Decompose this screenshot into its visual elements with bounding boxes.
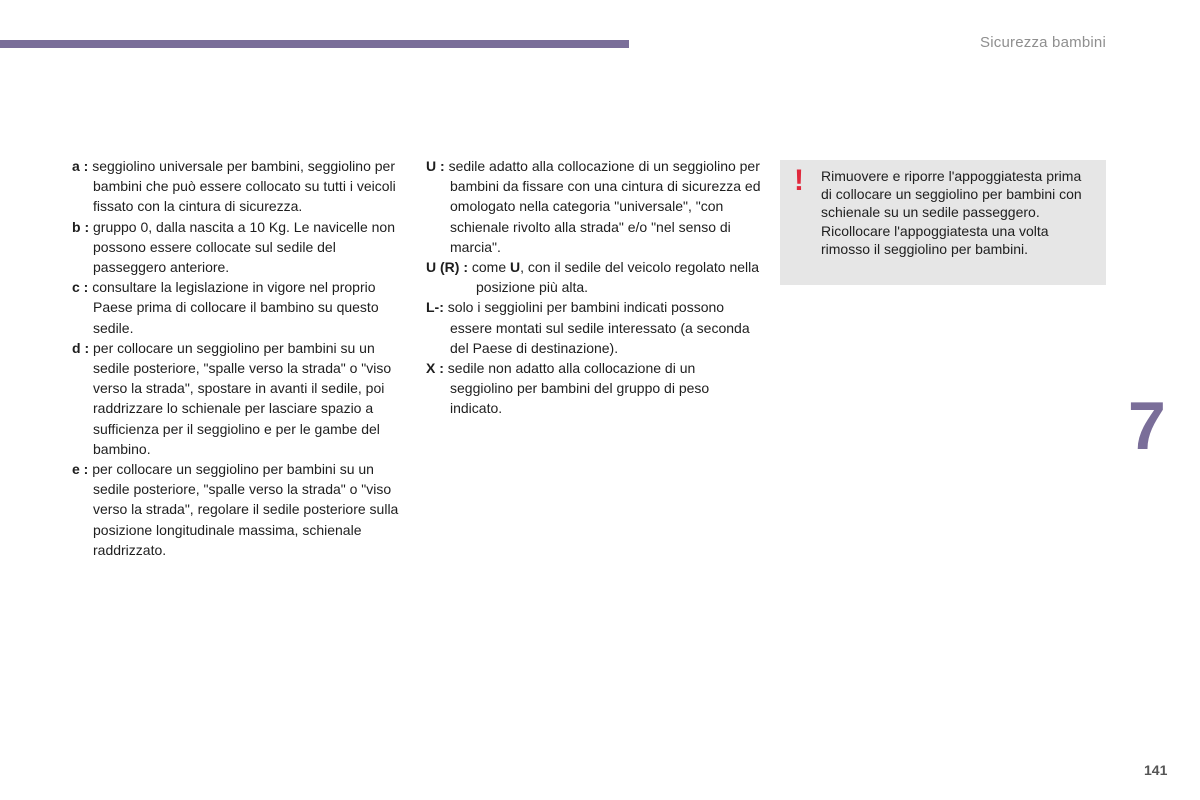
legend-term: X : xyxy=(426,360,444,377)
header-accent-bar xyxy=(0,40,629,48)
legend-term: c : xyxy=(72,279,89,296)
chapter-number: 7 xyxy=(1128,388,1166,464)
legend-term: U : xyxy=(426,158,445,174)
legend-term: a : xyxy=(72,158,89,174)
legend-text: sedile adatto alla collocazione di un seggiolino per bambini da fissare con una cintura di sicurezza ed omologato nella categoria "universale", "con schienale rivolto alla strada" e/o "nel senso di marcia". xyxy=(448,158,761,255)
legend-middle-column xyxy=(426,156,761,419)
page-number: 141 xyxy=(1144,762,1168,778)
legend-text: per collocare un seggiolino per bambini su un sedile posteriore, "spalle verso la strada" o "viso verso la strada", spostare in avanti il sedile, poi raddrizzare lo schienale per lasciare spazio a sufficienza per il seggiolino e per le gambe del bambino. xyxy=(93,339,392,457)
warning-text: Rimuovere e riporre l'appoggiatesta prima di collocare un seggiolino per bambini con schienale su un sedile passeggero. Ricollocare l'appoggiatesta una volta rimosso il seggiolino per bambini. xyxy=(821,168,1082,257)
legend-item-u xyxy=(426,156,761,257)
legend-text: seggiolino universale per bambini, seggiolino per bambini che può essere collocato su tutti i veicoli fissato con la cintura di sicurezza. xyxy=(92,158,396,215)
legend-text: consultare la legislazione in vigore nel proprio Paese prima di collocare il bambino su questo sedile. xyxy=(92,279,379,336)
legend-item-d xyxy=(72,338,402,459)
legend-item-c xyxy=(72,277,402,338)
exclamation-icon: ! xyxy=(794,164,804,197)
legend-left-column xyxy=(72,156,402,560)
legend-item-e xyxy=(72,459,402,560)
legend-term: U (R) : xyxy=(426,259,468,276)
legend-text: per collocare un seggiolino per bambini su un sedile posteriore, "spalle verso la strada" o "viso verso la strada", regolare il sedile posteriore sulla posizione longitudinale massima, schienale raddrizzato. xyxy=(92,461,399,558)
legend-item-x xyxy=(426,358,761,419)
legend-text: gruppo 0, dalla nascita a 10 Kg. Le navicelle non possono essere collocate sul sedile del passeggero anteriore. xyxy=(93,218,395,276)
legend-term: e : xyxy=(72,461,89,478)
legend-text: , con il sedile del veicolo regolato nella posizione più alta. xyxy=(476,259,760,296)
legend-item-u-r xyxy=(426,257,761,297)
legend-item-a xyxy=(72,156,402,217)
legend-text: come xyxy=(471,259,511,276)
legend-text: sedile non adatto alla collocazione di un seggiolino per bambini del gruppo di peso indicato. xyxy=(447,360,710,417)
legend-text: solo i seggiolini per bambini indicati possono essere montati sul sedile interessato (a seconda del Paese di destinazione). xyxy=(447,299,750,356)
legend-term: b : xyxy=(72,218,90,235)
warning-note xyxy=(780,160,1106,285)
legend-term: L-: xyxy=(426,299,444,316)
legend-item-b xyxy=(72,217,402,278)
section-title: Sicurezza bambini xyxy=(980,34,1106,51)
legend-item-l xyxy=(426,297,761,358)
legend-term: d : xyxy=(72,339,90,356)
legend-text-emphasis: U xyxy=(510,259,521,276)
